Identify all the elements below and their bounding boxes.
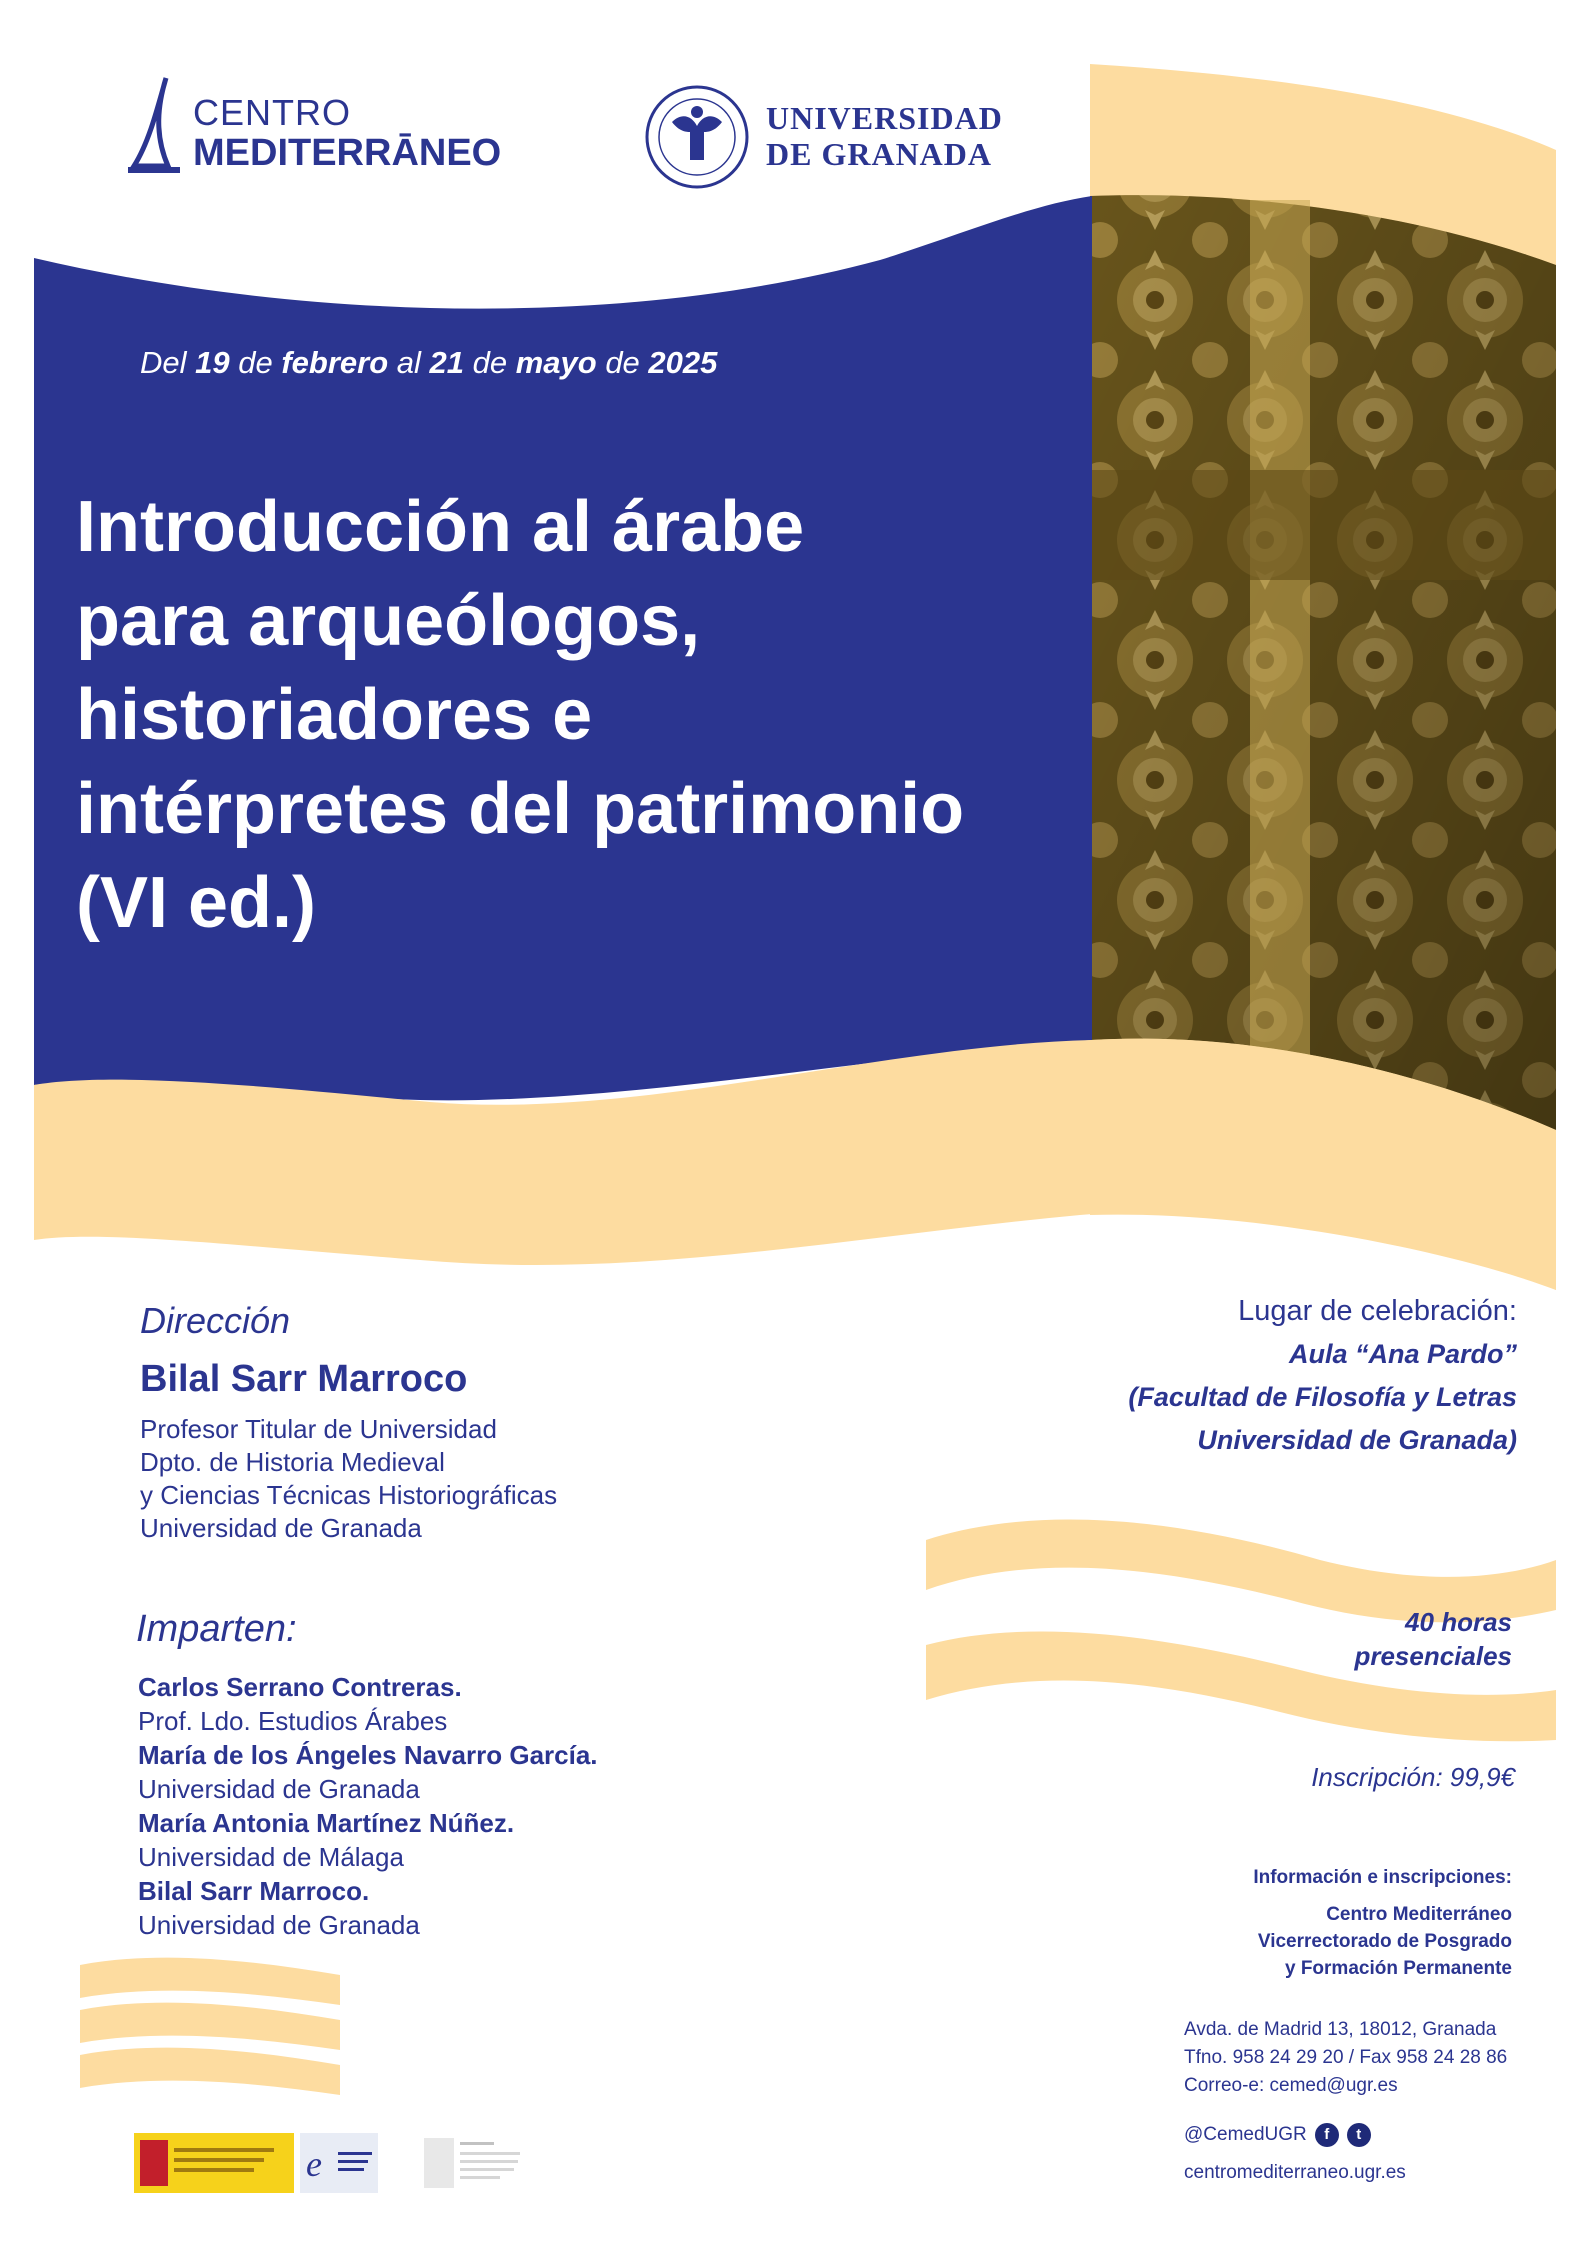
venue-line: (Facultad de Filosofía y Letras bbox=[1128, 1382, 1517, 1412]
dates-de-2: de bbox=[464, 345, 516, 380]
de-granada-label: DE GRANADA bbox=[766, 136, 992, 172]
instructor-affiliation: Prof. Ldo. Estudios Árabes bbox=[138, 1706, 448, 1736]
centro-mediterraneo-logo bbox=[128, 74, 538, 184]
spain-ministry-logo bbox=[134, 2133, 294, 2193]
title-line: historiadores e bbox=[76, 675, 593, 755]
social-handle: @CemedUGR bbox=[1184, 2124, 1307, 2145]
sponsor-logos bbox=[134, 2128, 574, 2198]
ugr-seal-icon bbox=[642, 82, 752, 192]
director-details bbox=[140, 1413, 557, 1545]
svg-text:e: e bbox=[306, 2144, 322, 2184]
title-line: intérpretes del patrimonio bbox=[76, 769, 965, 849]
centro-label: CENTRO bbox=[193, 92, 351, 133]
imparten-heading: Imparten: bbox=[136, 1608, 297, 1650]
director-name: Bilal Sarr Marroco bbox=[140, 1358, 468, 1400]
instructor-affiliation: Universidad de Granada bbox=[138, 1774, 420, 1804]
direccion-heading: Dirección bbox=[140, 1300, 291, 1341]
facebook-icon[interactable]: f bbox=[1315, 2123, 1339, 2147]
venue-label: Lugar de celebración: bbox=[1238, 1295, 1517, 1327]
sand-wave-left-3 bbox=[80, 2048, 340, 2095]
email[interactable]: Correo-e: cemed@ugr.es bbox=[1184, 2075, 1398, 2096]
start-month: febrero bbox=[281, 345, 389, 380]
contact-block bbox=[1184, 2016, 1507, 2100]
instructor-name: Carlos Serrano Contreras. bbox=[138, 1672, 462, 1702]
address: Avda. de Madrid 13, 18012, Granada bbox=[1184, 2019, 1497, 2040]
dates-al: al bbox=[388, 345, 430, 380]
twitter-icon[interactable]: t bbox=[1347, 2123, 1371, 2147]
hours-line: 40 horas bbox=[1405, 1607, 1512, 1637]
social-block bbox=[1184, 2116, 1406, 2192]
phone: Tfno. 958 24 29 20 / Fax 958 24 28 86 bbox=[1184, 2047, 1508, 2068]
universidad-label: UNIVERSIDAD bbox=[766, 100, 1003, 136]
director-detail-line: Dpto. de Historia Medieval bbox=[140, 1447, 445, 1477]
social-row bbox=[1184, 2116, 1406, 2154]
instructor-name: María de los Ángeles Navarro García. bbox=[138, 1740, 598, 1770]
director-detail-line: y Ciencias Técnicas Historiográficas bbox=[140, 1480, 558, 1510]
dates-de-3: de bbox=[596, 345, 649, 380]
hours-block bbox=[1354, 1605, 1512, 1673]
info-line: y Formación Permanente bbox=[1284, 1958, 1512, 1979]
title-line: para arqueólogos, bbox=[76, 581, 701, 661]
dates-de-1: de bbox=[229, 345, 282, 380]
info-line: Centro Mediterráneo bbox=[1326, 1904, 1512, 1925]
end-month: mayo bbox=[515, 345, 597, 380]
dates-prefix: Del bbox=[140, 345, 196, 380]
info-heading: Información e inscripciones: bbox=[1253, 1867, 1512, 1888]
ugr-logo bbox=[642, 82, 1042, 192]
sand-wave-left-1 bbox=[80, 1958, 340, 2005]
year: 2025 bbox=[648, 345, 718, 380]
instructor-name: María Antonia Martínez Núñez. bbox=[138, 1808, 515, 1838]
registration-fee: Inscripción: 99,9€ bbox=[1311, 1762, 1515, 1792]
instructor-affiliation: Universidad de Málaga bbox=[138, 1842, 404, 1872]
instructor-affiliation: Universidad de Granada bbox=[138, 1910, 420, 1940]
venue-block bbox=[1128, 1290, 1517, 1462]
website-link[interactable]: centromediterraneo.ugr.es bbox=[1184, 2162, 1406, 2183]
mediterraneo-label: MEDITERRĀNEO bbox=[193, 132, 502, 174]
start-day: 19 bbox=[195, 345, 230, 380]
instructor-list bbox=[138, 1670, 598, 1942]
sail-icon bbox=[128, 74, 190, 174]
info-block bbox=[1253, 1864, 1512, 1982]
venue-line: Aula “Ana Pardo” bbox=[1288, 1339, 1517, 1369]
title-line: Introducción al árabe bbox=[76, 487, 805, 567]
sand-wave-left-2 bbox=[80, 2003, 340, 2050]
end-day: 21 bbox=[429, 345, 464, 380]
info-line: Vicerrectorado de Posgrado bbox=[1257, 1931, 1512, 1952]
instructor-name: Bilal Sarr Marroco. bbox=[138, 1876, 370, 1906]
director-detail-line: Universidad de Granada bbox=[140, 1513, 422, 1543]
hours-line: presenciales bbox=[1354, 1641, 1512, 1671]
title-line: (VI ed.) bbox=[76, 863, 317, 943]
partner-logo bbox=[424, 2138, 520, 2188]
director-detail-line: Profesor Titular de Universidad bbox=[140, 1414, 497, 1444]
course-title bbox=[76, 480, 1086, 950]
el-ministry-logo bbox=[300, 2133, 378, 2193]
course-dates bbox=[140, 345, 717, 381]
venue-line: Universidad de Granada) bbox=[1197, 1425, 1517, 1455]
